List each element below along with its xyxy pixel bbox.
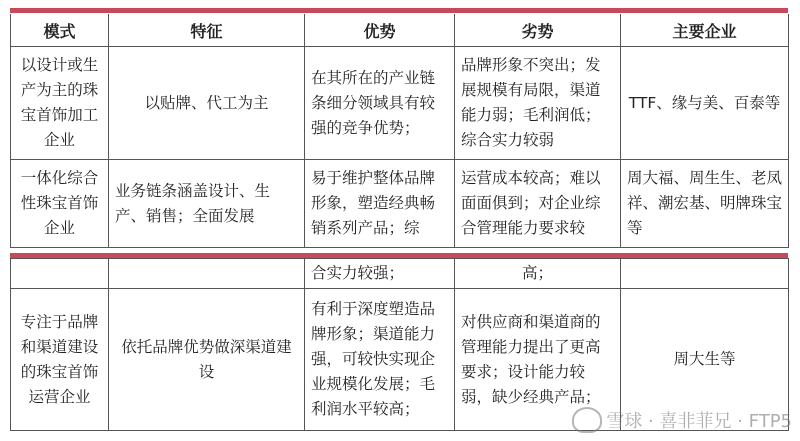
cell-mode: 专注于品牌和渠道建设的珠宝首饰运营企业 — [11, 289, 109, 431]
header-mode: 模式 — [11, 14, 109, 47]
cell-companies: 周大福、周生生、老凤祥、潮宏基、明牌珠宝等 — [621, 160, 789, 248]
cell-disadvantage-cont: 高； — [455, 259, 621, 289]
cell-mode: 以设计或生产为主的珠宝首饰加工企业 — [11, 47, 109, 160]
comparison-table-bottom — [10, 258, 789, 431]
table-row — [11, 47, 789, 160]
cell-feature: 业务链条涵盖设计、生产、销售；全面发展 — [109, 160, 305, 248]
header-row — [11, 14, 789, 47]
top-accent-bar — [10, 8, 788, 13]
header-advantage: 优势 — [305, 14, 455, 47]
header-disadvantage: 劣势 — [455, 14, 621, 47]
header-companies: 主要企业 — [621, 14, 789, 47]
table-row — [11, 160, 789, 248]
snowball-watermark — [572, 407, 792, 433]
cell-companies: 周大生等 — [621, 289, 789, 431]
cell-advantage-cont: 合实力较强； — [305, 259, 455, 289]
cell-advantage: 易于维护整体品牌形象，塑造经典畅销系列产品；综 — [305, 160, 455, 248]
cell-feature: 依托品牌优势做深渠道建设 — [109, 289, 305, 431]
cell-advantage: 有利于深度塑造品牌形象；渠道能力强，可较快实现企业规模化发展；毛利润水平较高； — [305, 289, 455, 431]
snowball-logo-icon — [572, 407, 602, 433]
cell-disadvantage: 对供应商和渠道商的管理能力提出了更高要求；设计能力较弱，缺少经典产品； — [455, 289, 621, 431]
cell-companies: TTF、缘与美、百泰等 — [621, 47, 789, 160]
header-feature: 特征 — [109, 14, 305, 47]
cell-feature: 以贴牌、代工为主 — [109, 47, 305, 160]
watermark-text: 雪球 · 喜非菲兄 · FTP5 — [606, 411, 792, 432]
cell-disadvantage: 品牌形象不突出；发展规模有局限，渠道能力弱；毛利润低；综合实力较弱 — [455, 47, 621, 160]
cell-advantage: 在其所在的产业链条细分领域具有较强的竞争优势； — [305, 47, 455, 160]
cell-mode: 一体化综合性珠宝首饰企业 — [11, 160, 109, 248]
cell-empty — [11, 259, 109, 289]
cell-empty — [109, 259, 305, 289]
comparison-table-top — [10, 14, 789, 248]
continuation-row — [11, 259, 789, 289]
cell-empty — [621, 259, 789, 289]
cell-disadvantage: 运营成本较高；难以面面俱到；对企业综合管理能力要求较 — [455, 160, 621, 248]
